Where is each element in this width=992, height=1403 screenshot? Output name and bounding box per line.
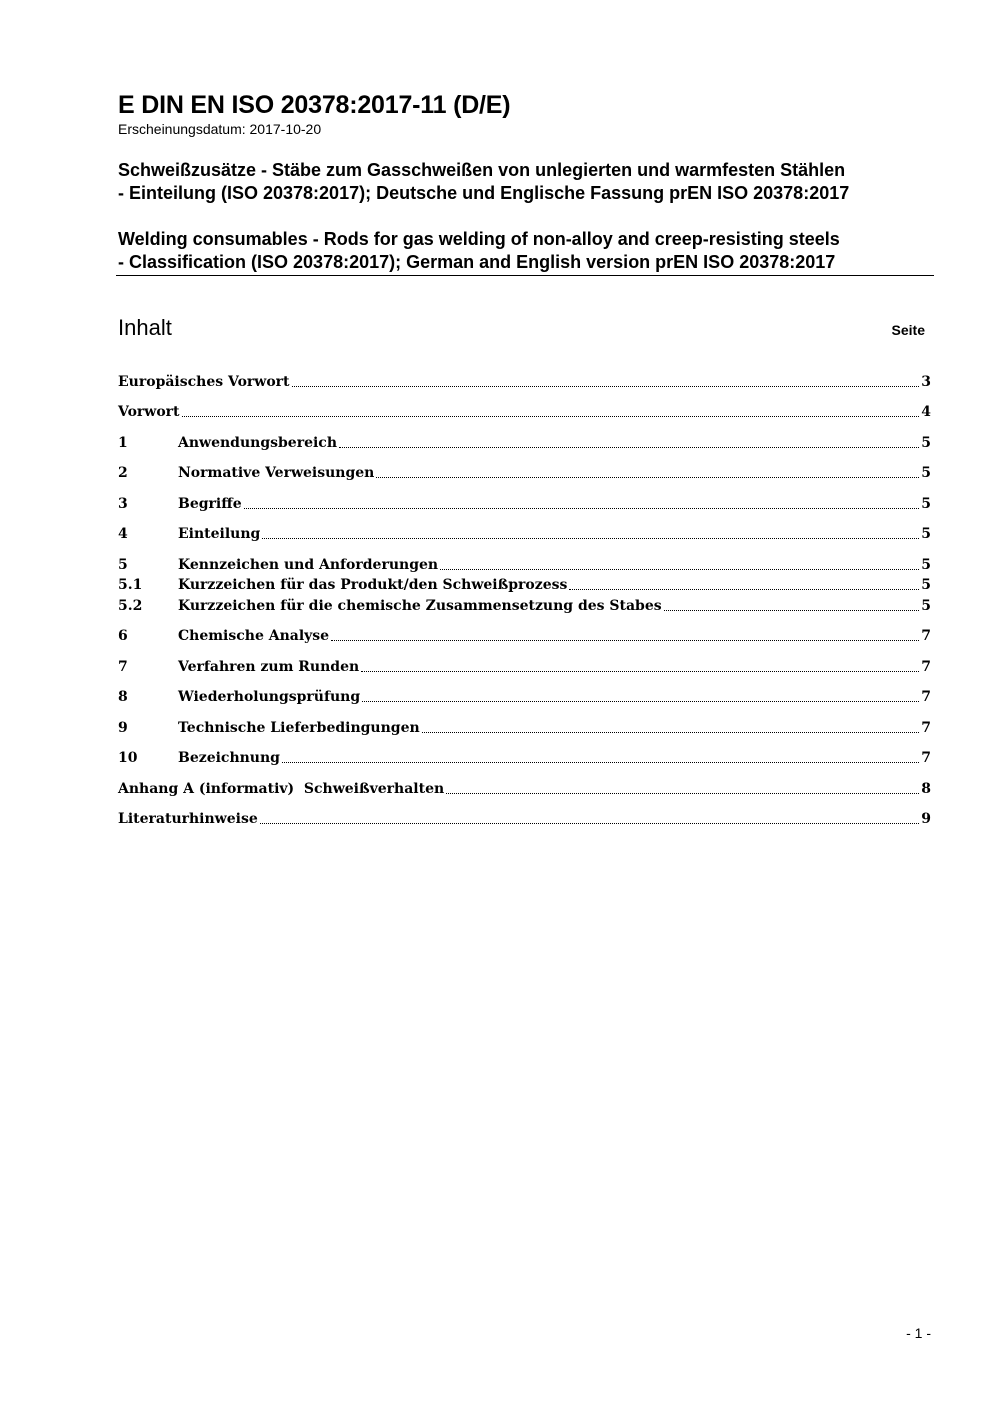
- toc-dot-leader: [182, 416, 920, 417]
- toc-dot-leader: [361, 671, 919, 672]
- toc-entry-text: Literaturhinweise: [118, 811, 258, 827]
- toc-entry-page: 7: [921, 628, 931, 644]
- toc-dot-leader: [422, 732, 920, 733]
- title-divider: [116, 275, 934, 276]
- toc-entry-number: 5.1: [118, 577, 143, 593]
- toc-entry-text: Wiederholungsprüfung: [178, 689, 361, 705]
- title-german-line-1: Schweißzusätze - Stäbe zum Gasschweißen von unlegierten und warmfesten Stählen: [118, 160, 846, 180]
- toc-entry[interactable]: [118, 433, 931, 453]
- toc-entry-number: 1: [118, 435, 128, 451]
- toc-entry-text: Anhang A (informativ) Schweißverhalten: [118, 781, 445, 797]
- toc-entry-number: 9: [118, 720, 128, 736]
- toc-entry-number: 5.2: [118, 598, 143, 614]
- toc-entry[interactable]: [118, 575, 931, 595]
- toc-entry[interactable]: [118, 718, 931, 738]
- toc-entry-page: 5: [921, 465, 931, 481]
- toc-entry-page: 3: [921, 374, 931, 390]
- toc-entry[interactable]: [118, 524, 931, 544]
- toc-heading: Inhalt: [118, 315, 172, 340]
- toc-entry-page: 5: [921, 577, 931, 593]
- toc-entry-page: 7: [921, 659, 931, 675]
- toc-entry-text: Europäisches Vorwort: [118, 374, 290, 390]
- toc-entry-page: 5: [921, 496, 931, 512]
- toc-entry[interactable]: [118, 463, 931, 483]
- toc-entry[interactable]: [118, 494, 931, 514]
- toc-dot-leader: [262, 538, 919, 539]
- toc-entry-text: Verfahren zum Runden: [178, 659, 360, 675]
- toc-entry[interactable]: [118, 555, 931, 575]
- toc-entry[interactable]: [118, 687, 931, 707]
- toc-entry-page: 8: [921, 781, 931, 797]
- toc-dot-leader: [292, 386, 920, 387]
- toc-dot-leader: [446, 793, 919, 794]
- toc-entry-number: 7: [118, 659, 128, 675]
- toc-entry-text: Bezeichnung: [178, 750, 280, 766]
- toc-entry-text: Vorwort: [118, 404, 180, 420]
- toc-entry-text: Einteilung: [178, 526, 261, 542]
- toc-entry[interactable]: [118, 809, 931, 829]
- toc-dot-leader: [331, 640, 919, 641]
- toc-dot-leader: [440, 569, 919, 570]
- toc-entry-page: 7: [921, 720, 931, 736]
- toc-entry-text: Kurzzeichen für die chemische Zusammensetzung des Stabes: [178, 598, 662, 614]
- toc-entry[interactable]: [118, 626, 931, 646]
- toc-entry-text: Chemische Analyse: [178, 628, 330, 644]
- toc-entry[interactable]: [118, 402, 931, 422]
- toc-entry-page: 5: [921, 557, 931, 573]
- toc-entry-page: 9: [921, 811, 931, 827]
- toc-entry[interactable]: [118, 748, 931, 768]
- toc-dot-leader: [260, 823, 920, 824]
- toc-entry[interactable]: [118, 657, 931, 677]
- toc-entry-text: Kennzeichen und Anforderungen: [178, 557, 439, 573]
- toc-entry-number: 2: [118, 465, 128, 481]
- title-english: [118, 228, 938, 274]
- toc-entry-number: 4: [118, 526, 128, 542]
- toc-page-column-label: Seite: [891, 322, 925, 338]
- toc-dot-leader: [362, 701, 919, 702]
- toc-entry-page: 5: [921, 598, 931, 614]
- publication-date: Erscheinungsdatum: 2017-10-20: [118, 121, 322, 137]
- title-german: [118, 159, 938, 205]
- title-english-line-1: Welding consumables - Rods for gas welding of non-alloy and creep-resisting steels: [118, 229, 840, 249]
- toc-entry-text: Normative Verweisungen: [178, 465, 375, 481]
- toc-entry-page: 5: [921, 526, 931, 542]
- title-english-line-2: - Classification (ISO 20378:2017); German and English version prEN ISO 20378:2017: [118, 252, 836, 272]
- toc-entry[interactable]: [118, 779, 931, 799]
- toc-entry-page: 4: [921, 404, 931, 420]
- document-id: E DIN EN ISO 20378:2017-11 (D/E): [118, 91, 511, 119]
- toc-dot-leader: [339, 447, 919, 448]
- toc-entry-text: Kurzzeichen für das Produkt/den Schweißprozess: [178, 577, 568, 593]
- toc-entry[interactable]: [118, 596, 931, 616]
- toc-dot-leader: [244, 508, 920, 509]
- toc-entry-number: 10: [118, 750, 138, 766]
- toc-entry-number: 5: [118, 557, 128, 573]
- toc-entry-number: 6: [118, 628, 128, 644]
- toc-entry[interactable]: [118, 372, 931, 392]
- toc-entry-page: 5: [921, 435, 931, 451]
- toc-entry-text: Begriffe: [178, 496, 242, 512]
- toc-entry-text: Anwendungsbereich: [178, 435, 337, 451]
- toc-dot-leader: [282, 762, 919, 763]
- toc-dot-leader: [569, 589, 919, 590]
- toc-dot-leader: [376, 477, 919, 478]
- page-number: - 1 -: [906, 1325, 931, 1341]
- toc-entry-text: Technische Lieferbedingungen: [178, 720, 420, 736]
- toc-entry-number: 3: [118, 496, 128, 512]
- title-german-line-2: - Einteilung (ISO 20378:2017); Deutsche und Englische Fassung prEN ISO 20378:2017: [118, 183, 850, 203]
- toc-entry-page: 7: [921, 750, 931, 766]
- toc-entry-page: 7: [921, 689, 931, 705]
- toc-entry-number: 8: [118, 689, 128, 705]
- toc-dot-leader: [664, 610, 920, 611]
